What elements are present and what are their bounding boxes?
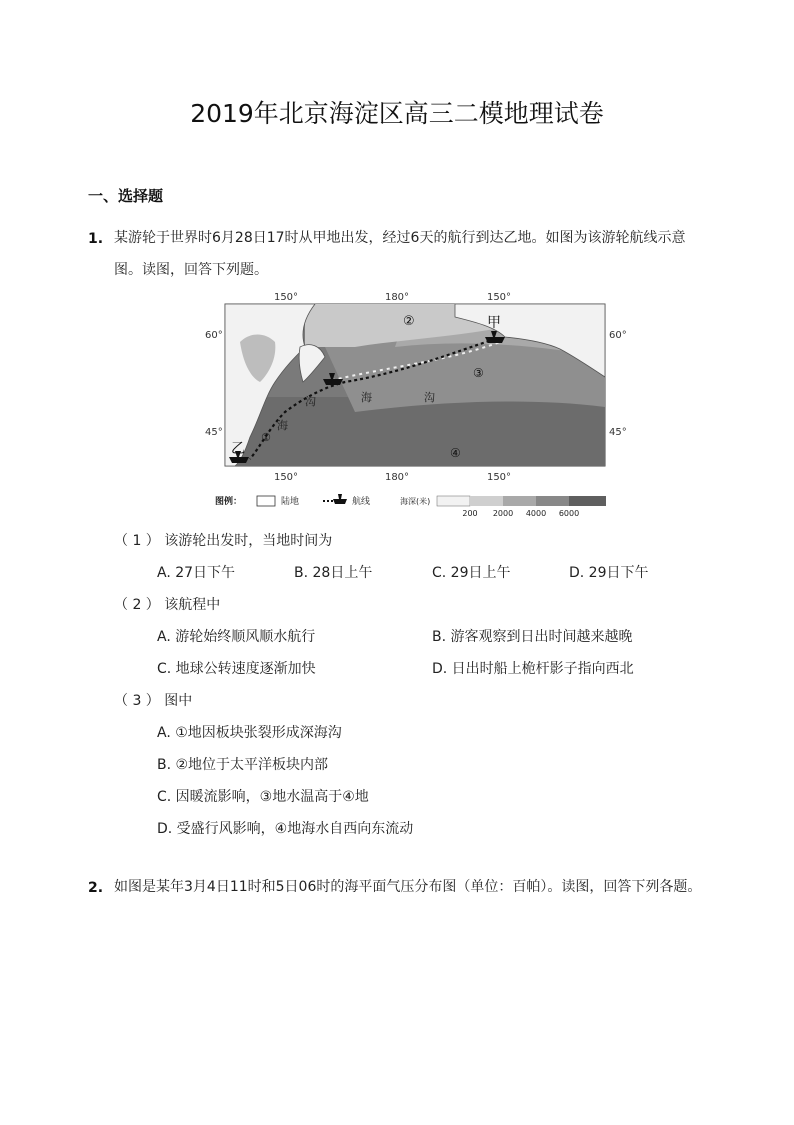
place-label-yi: 乙 xyxy=(231,441,245,457)
trench-label-char: 沟 xyxy=(424,391,435,404)
trench-label-char: 沟 xyxy=(305,395,316,408)
question-2-text: 如图是某年3月4日11时和5日06时的海平面气压分布图（单位：百帕）。读图，回答下列各题。 xyxy=(114,879,702,895)
option-1d: D. 29日下午 xyxy=(569,565,649,581)
option-2b: B. 游客观察到日出时间越来越晚 xyxy=(432,629,633,645)
depth-tick: 4000 xyxy=(525,509,547,518)
lon-label-top: 180° xyxy=(384,292,410,303)
option-1b: B. 28日上午 xyxy=(294,565,373,581)
option-3d: D. 受盛行风影响，④地海水自西向东流动 xyxy=(157,821,414,837)
option-2d: D. 日出时船上桅杆影子指向西北 xyxy=(432,661,634,677)
option-3c: C. 因暖流影响，③地水温高于④地 xyxy=(157,789,369,805)
legend-depth-text: 海深(米) xyxy=(400,497,431,506)
page-title: 2019年北京海淀区高三二模地理试卷 xyxy=(190,99,604,128)
depth-swatch-4 xyxy=(569,496,606,506)
lat-label-right: 60° xyxy=(609,330,627,341)
lat-label-left: 45° xyxy=(205,427,223,438)
subquestion-1-label: （ 1 ） 该游轮出发时，当地时间为 xyxy=(114,533,333,549)
question-1-text-line2: 图。读图，回答下列题。 xyxy=(114,262,268,278)
lat-label-right: 45° xyxy=(609,427,627,438)
route-map-figure xyxy=(205,287,645,519)
subquestion-2-label: （ 2 ） 该航程中 xyxy=(114,597,221,613)
depth-tick: 2000 xyxy=(492,509,514,518)
option-1c: C. 29日上午 xyxy=(432,565,511,581)
trench-label-char: 海 xyxy=(361,391,372,404)
marker-2: ② xyxy=(403,314,415,329)
trench-label-char: 海 xyxy=(277,419,288,432)
question-2-number: 2. xyxy=(88,880,104,896)
depth-swatch-1 xyxy=(470,496,503,506)
question-1-number: 1. xyxy=(88,231,104,247)
subquestion-3-label: （ 3 ） 图中 xyxy=(114,693,193,709)
marker-3: ③ xyxy=(473,366,484,380)
legend-land-text: 陆地 xyxy=(281,497,300,507)
lon-label-bottom: 150° xyxy=(273,472,299,483)
lon-label-top: 150° xyxy=(486,292,512,303)
option-2a: A. 游轮始终顺风顺水航行 xyxy=(157,629,316,645)
marker-4: ④ xyxy=(450,446,461,460)
depth-swatch-0 xyxy=(437,496,470,506)
route-map-svg xyxy=(205,287,645,519)
legend-land-swatch xyxy=(257,496,275,506)
legend-route-text: 航线 xyxy=(352,497,371,507)
legend-label: 图例： xyxy=(215,497,243,507)
legend-route-icon xyxy=(323,494,347,504)
question-1-text-line1: 某游轮于世界时6月28日17时从甲地出发，经过6天的航行到达乙地。如图为该游轮航线示意 xyxy=(114,230,686,246)
option-3a: A. ①地因板块张裂形成深海沟 xyxy=(157,725,342,741)
depth-swatch-3 xyxy=(536,496,569,506)
section-heading: 一、选择题 xyxy=(88,187,164,205)
lon-label-top: 150° xyxy=(273,292,299,303)
depth-swatch-2 xyxy=(503,496,536,506)
depth-tick: 6000 xyxy=(558,509,580,518)
lat-label-left: 60° xyxy=(205,330,223,341)
option-1a: A. 27日下午 xyxy=(157,565,236,581)
marker-1: ① xyxy=(261,431,271,444)
lon-label-bottom: 150° xyxy=(486,472,512,483)
depth-tick: 200 xyxy=(462,509,478,518)
lon-label-bottom: 180° xyxy=(384,472,410,483)
option-3b: B. ②地位于太平洋板块内部 xyxy=(157,757,329,773)
place-label-jia: 甲 xyxy=(487,315,501,331)
option-2c: C. 地球公转速度逐渐加快 xyxy=(157,661,316,677)
